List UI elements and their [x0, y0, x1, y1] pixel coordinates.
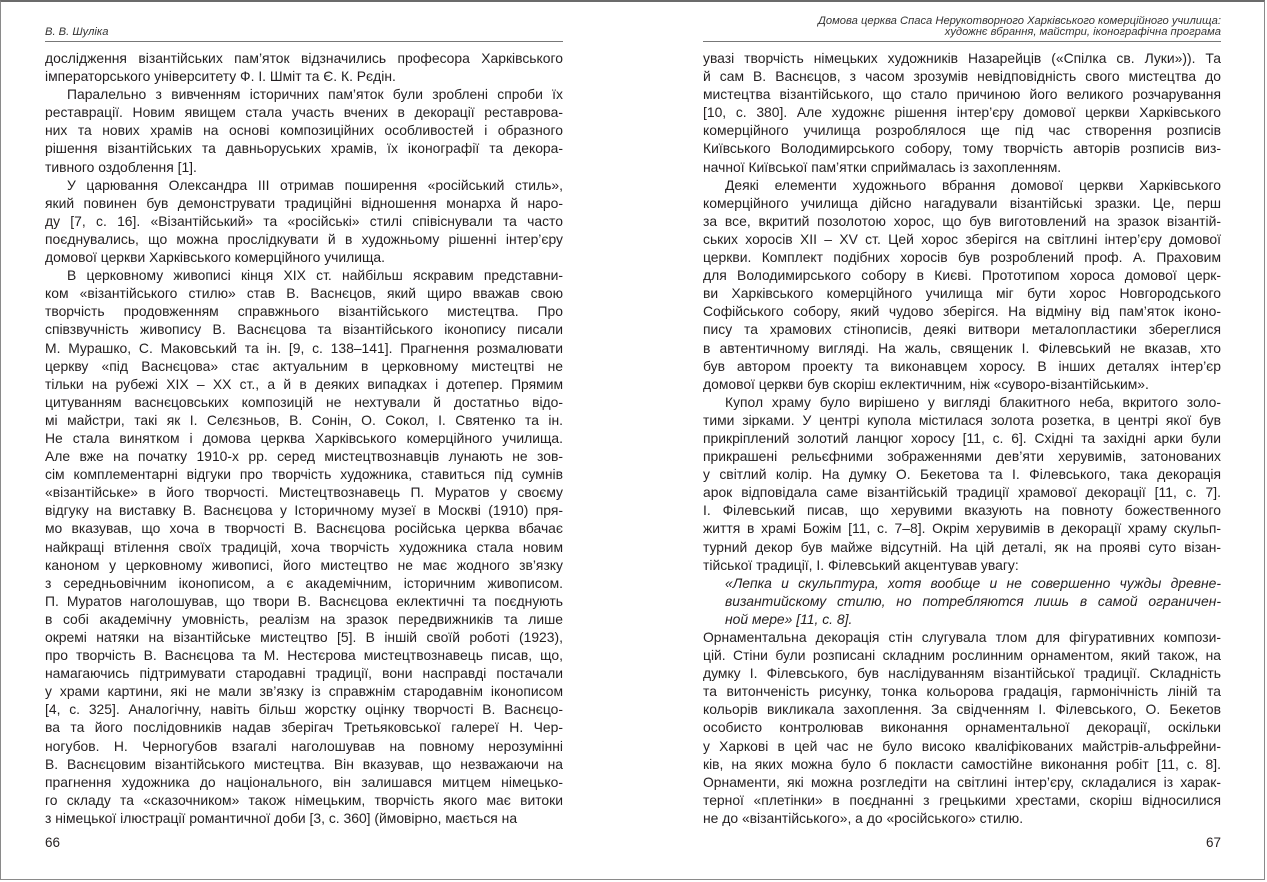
text-line: го складу та «сказочником» також німецьким, творчість якого має витоки: [45, 791, 563, 808]
text-line: них та нових храмів на основі композиційних особливостей і образного: [45, 122, 563, 139]
text-line: комерційного училища дійсно нагадували візантійські зразки. Це, перш: [703, 194, 1221, 211]
text-line: М. Мурашко, С. Маковський та ін. [9, с. 138–141]. Прагнення розмалювати: [45, 339, 563, 356]
text-line: цитуванням васнєцовських композицій не нехтували й достатньо відо-: [45, 393, 563, 410]
text-line: «візантійське» в його творчості. Мистецтвознавець П. Муратов у своєму: [45, 484, 563, 501]
text-line: імператорського університету Ф. І. Шміт та Є. К. Рєдін.: [45, 68, 396, 85]
header-line: Домова церква Спаса Нерукотворного Харківського комерційного училища:: [818, 15, 1221, 27]
text-line: відгуку на виставку В. Васнєцова у Історичному музеї в Москві (1910) пря-: [45, 502, 563, 519]
text-line: й сам В. Васнєцов, з часом зрозумів невідповідність свого мистецтва до: [703, 68, 1221, 85]
text-line: мистецтва візантійського, що стало причиною його великого розчарування: [703, 86, 1221, 103]
text-line: Паралельно з вивченням історичних пам’яток були зроблені спроби їх: [67, 86, 563, 103]
text-line: співзвучність живопису В. Васнєцова та візантійського іконопису писали: [45, 321, 563, 338]
text-line: Деякі елементи художнього вбрання домової церкви Харківського: [725, 176, 1221, 193]
paragraph: [45, 85, 563, 175]
text-line: у храми картини, які не мали зв’язку із справжнім стародавнім іконописом: [45, 683, 563, 700]
running-header-title: [818, 16, 1221, 38]
text-line: Київського Володимирського собору, тому творчість авторів розписів виз-: [703, 140, 1221, 157]
text-line: ви Харківського комерційного училища міг бути хорос Новгородського: [703, 285, 1221, 302]
text-line: особисто контролював виконання орнаментальної декорації, оскільки: [703, 719, 1221, 736]
text-line: [4, с. 325]. Аналогічну, навіть більш жорстку оцінку творчості В. Васнєцо-: [45, 701, 563, 718]
text-line: в собі академічну умовність, реалізм на зразок передвижників та лише: [45, 610, 563, 627]
page-number: 67: [1205, 835, 1221, 850]
text-line: з середньовічним іконописом, а є академічним, історичним живописом.: [45, 574, 563, 591]
text-line: тими зірками. У центрі купола містилася золота розетка, в центрі якої був: [703, 411, 1221, 428]
text-line: Але вже на початку 1910-х рр. серед мистецтвознавців лунають не зов-: [45, 448, 563, 465]
text-line: мо вказував, що хоча в творчості В. Васнєцова російська церква вбачає: [45, 520, 563, 537]
page-body: [703, 49, 1221, 827]
text-line: найкращі втілення своїх традицій, хоча творчість художника стала новим: [45, 538, 563, 555]
page-body: [45, 49, 563, 827]
text-line: [10, с. 380]. Але художнє рішення інтер’єру домової церкви Харківського: [703, 104, 1221, 121]
text-line: окремі натяки на візантійське мистецтво [5]. В іншій своїй роботі (1923),: [45, 629, 563, 645]
text-line: для Володимирського собору в Києві. Прототипом хороса домової церк-: [703, 267, 1221, 284]
text-line: не до «візантійського», а до «російського» стилю.: [703, 809, 1024, 826]
text-line: був автором проекту та виконавцем хоросу. В інших деталях інтер’єр: [703, 357, 1221, 374]
text-line: ських хоросів XII – XV ст. Цей хорос зберігся на світлині інтер’єру домової: [703, 230, 1221, 247]
text-line: Софійського собору, який чудово зберігся. На відміну від пам’яток іконо-: [703, 303, 1221, 320]
text-line: тійської традиції, І. Філевський акцентував увагу:: [703, 556, 1019, 573]
text-line: тивного оздоблення [1].: [45, 158, 197, 175]
text-line: В. Васнєцовим візантійського мистецтва. Він вказував, що незважаючи на: [45, 755, 563, 772]
text-line: П. Муратов наголошував, що твори В. Васнєцова еклектичні та поєднують: [45, 592, 563, 609]
text-line: домової церкви Харківського комерційного училища.: [45, 249, 386, 266]
text-line: арок відповідала саме візантійській традиції храмової декорації [11, с. 7].: [703, 484, 1221, 501]
text-line: пису та храмових стінописів, деякі витвори металопластики збереглися: [703, 321, 1221, 338]
text-line: «Лепка и скульптура, хотя вообще и не совершенно чужды древне-: [725, 574, 1221, 591]
text-line: дослідження візантійських пам’яток відзначились професора Харківського: [45, 50, 563, 66]
text-line: тільки на рубежі XIX – XX ст., а й в деяких випадках і дотепер. Прямим: [45, 375, 563, 392]
text-line: ной мере» [11, с. 8].: [725, 610, 853, 627]
text-line: каноном у церковному живописі, його мистецтво не має жодного зв’язку: [45, 556, 563, 573]
text-line: за все, вкритий позолотою хорос, що був виготовлений на зразок візантій-: [703, 212, 1221, 229]
text-line: ду [7, с. 16]. «Візантійський» та «російські» стилі співіснували та часто: [45, 212, 563, 229]
text-line: домової церкви був скоріш еклектичним, ніж «суворо-візантійським».: [703, 375, 1149, 392]
text-line: византийскому стилю, но потребляются лишь в самой ограничен-: [725, 592, 1221, 609]
text-line: І. Філевський писав, що херувими вказують на повноту божественного: [703, 502, 1221, 519]
text-line: Купол храму було вирішено у вигляді блакитного неба, вкритого золо-: [725, 393, 1221, 410]
text-line: про творчість В. Васнєцова та М. Нестєрова мистецтвознавець писав, що,: [45, 647, 563, 664]
text-line: поєднувались, що можна прослідкувати й в художньому рішенні інтер’єру: [45, 230, 563, 247]
text-line: сім комплементарні відгуки про творчість художника, ставиться під сумнів: [45, 466, 563, 483]
text-line: намагаючись підтримувати стародавні традиції, вони насправді постачали: [45, 665, 563, 682]
text-line: який повинен був демонструвати традиційні відношення монарха й наро-: [45, 194, 563, 211]
text-line: прикрашені рельєфними зображеннями дев’яти херувимів, затонованих: [703, 448, 1221, 465]
left-page: [45, 0, 563, 882]
text-line: ва та його послідовників надав зберігач Третьяковської галереї Н. Чер-: [45, 719, 563, 736]
text-line: в автентичному вигляді. На жаль, священик І. Філевський не вказав, хто: [703, 339, 1221, 356]
text-line: ків, на яких можна було б покласти самостійне виконання робіт [11, с. 8].: [703, 755, 1221, 772]
text-line: церкви. Комплект подібних хоросів був розроблений проф. А. Праховим: [703, 249, 1221, 266]
paragraph: [703, 49, 1221, 176]
text-line: прагнення художника до національного, він залишався митцем німецько-: [45, 773, 563, 790]
text-line: начної Київської пам’ятки сприймалась із захопленням.: [703, 158, 1062, 175]
text-line: з німецької ілюстрації романтичної доби [3, с. 360] (ймовірно, мається на: [45, 809, 518, 826]
text-line: комерційного училища розроблялося ще під час створення розписів: [703, 122, 1221, 139]
text-line: у Харкові в цей час не було високо кваліфікованих майстрів-альфрейни-: [703, 737, 1221, 754]
text-line: мі майстри, такі як І. Селєзньов, В. Сонін, О. Сокол, І. Святенко та ін.: [45, 411, 563, 428]
header-line: В. В. Шуліка: [45, 26, 109, 38]
text-line: В церковному живописі кінця XIX ст. найбільш яскравим представни-: [67, 267, 563, 284]
text-line: думку І. Філевського, був наслідуванням візантійської традиції. Складність: [703, 665, 1221, 682]
text-line: цій. Стіни були розписані складним рослинним орнаментом, який також, на: [703, 647, 1221, 664]
text-line: турний декор був майже відсутній. На цій деталі, як на прояві суто візан-: [703, 538, 1221, 555]
text-line: життя в храмі Божім [11, с. 7–8]. Окрім херувимів в декорації храму скульп-: [703, 520, 1221, 537]
running-header: [45, 16, 563, 42]
text-line: прикріплений золотий ланцюг хоросу [11, с. 6]. Східні та західні арки були: [703, 429, 1221, 446]
paragraph: [703, 628, 1221, 827]
text-line: Орнаменти, які можна розгледіти на світлині інтер’єру, складалися із харак-: [703, 773, 1221, 790]
text-line: увазі творчість німецьких художників Назарейців («Спілка св. Луки»)). Та: [703, 50, 1221, 66]
text-line: творчість продовженням справжнього візантійського мистецтва. Про: [45, 303, 563, 320]
text-line: терної «плетінки» в поєднанні з грецькими хрестами, скоріш відносилися: [703, 791, 1221, 808]
text-line: ногубов. Н. Черногубов взагалі наголошував на повному нерозумінні: [45, 737, 563, 754]
running-header: [703, 16, 1221, 42]
text-line: церкву «під Васнєцова» стає актуальним в церковному мистецтві не: [45, 357, 563, 374]
header-line: художнє вбрання, майстри, іконографічна програма: [944, 26, 1221, 38]
text-line: У царювання Олександра III отримав поширення «російський стиль»,: [67, 176, 563, 193]
text-line: Орнаментальна декорація стін слугувала тлом для фігуративних компози-: [703, 629, 1221, 645]
text-line: у світлий колір. На думку О. Бекетова та І. Філевського, така декорація: [703, 466, 1221, 483]
text-line: та витонченість рисунку, тонка кольорова градація, гармонічність ліній та: [703, 683, 1221, 700]
paragraph: [45, 176, 563, 266]
right-page: [703, 0, 1221, 882]
text-line: рішення візантійських та давньоруських храмів, їх іконографії та декора-: [45, 140, 563, 157]
paragraph: [703, 176, 1221, 393]
paragraph: [45, 49, 563, 85]
text-line: реставрації. Новим явищем стала участь вчених в декорації реставрова-: [45, 104, 563, 121]
paragraph: [45, 266, 563, 827]
text-line: кольорів викликала захоплення. За свідченням І. Філевського, О. Бекетов: [703, 701, 1221, 718]
page-number: 66: [45, 835, 61, 850]
block-quote: [703, 574, 1221, 628]
paragraph: [703, 393, 1221, 574]
text-line: ком «візантійського стилю» став В. Васнєцов, який щиро вважав свою: [45, 285, 563, 302]
running-header-author: [45, 27, 108, 38]
text-line: Не стала винятком і домова церква Харківського комерційного училища.: [45, 429, 563, 446]
